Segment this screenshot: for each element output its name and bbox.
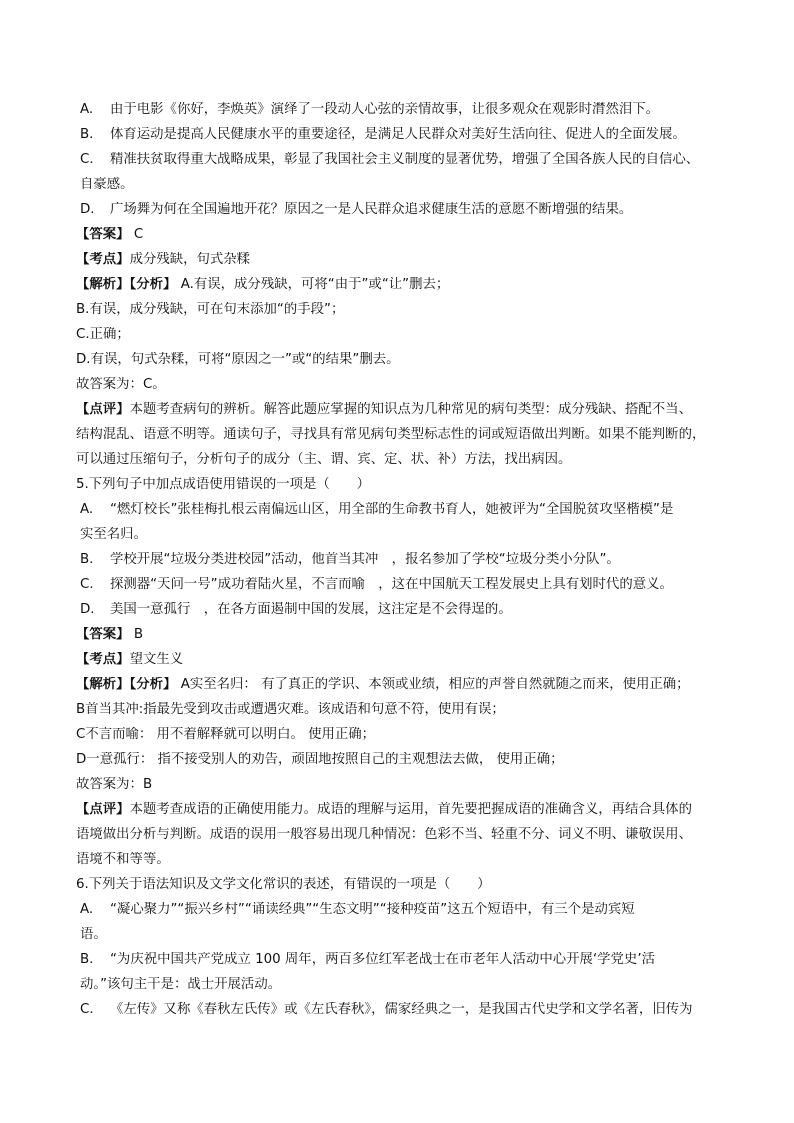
q5-option-b: B. 学校开展“垃圾分类进校园”活动，他首当其冲 ，报名参加了学校“垃圾分类小分队”。 (80, 552, 620, 567)
q5-analysis-line: D一意孤行： 指不接受别人的劝告，顽固地按照自己的主观想法去做， 使用正确； (76, 752, 564, 767)
q6-option-a: A. “凝心聚力”“振兴乡村”“诵读经典”“生态文明”“接种疫苗”这五个短语中，有三个是动宾短 (80, 902, 635, 917)
q5-comment-line: 语境不和等等。 (76, 852, 170, 867)
q5-point: 【考点】望文生义 (76, 652, 184, 667)
q5-stem: 5.下列句子中加点成语使用错误的一项是（ ） (76, 477, 370, 492)
q4-option-b: B. 体育运动是提高人民健康水平的重要途径，是满足人民群众对美好生活向往、促进人的全面发展。 (80, 127, 686, 142)
q5-option-a-cont: 实至名归。 (80, 527, 147, 542)
q5-analysis-line: 故答案为：B (76, 777, 153, 792)
q4-option-d: D. 广场舞为何在全国遍地开花？原因之一是人民群众追求健康生活的意愿不断增强的结果。 (80, 202, 633, 217)
q4-point: 【考点】成分残缺，句式杂糅 (76, 252, 251, 267)
q4-analysis-line: D.有误，句式杂糅，可将“原因之一”或“的结果”删去。 (76, 352, 400, 367)
q5-comment-line: 语境做出分析与判断。成语的误用一般容易出现几种情况：色彩不当、轻重不分、词义不明、谦敬误用、 (76, 827, 692, 842)
q5-option-c: C. 探测器“天问一号”成功着陆火星，不言而喻 ，这在中国航天工程发展史上具有划时代的意义。 (80, 577, 673, 592)
q6-option-c: C. 《左传》又称《春秋左氏传》或《左氏春秋》，儒家经典之一，是我国古代史学和文学名著，旧传为 (80, 1002, 693, 1017)
q5-analysis-line: C不言而喻： 用不着解释就可以明白。 使用正确； (76, 727, 376, 742)
q4-analysis-line: 【解析】【分析】 A.有误，成分残缺，可将“由于”或“让”删去； (76, 277, 450, 292)
q4-answer: 【答案】 C (76, 227, 144, 242)
q5-option-a: A. “燃灯校长”张桂梅扎根云南偏远山区，用全部的生命教书育人，她被评为“全国脱贫攻坚楷模”是 (80, 502, 674, 517)
q4-analysis-line: C.正确； (76, 327, 130, 342)
q4-option-a: A. 由于电影《你好，李焕英》演绎了一段动人心弦的亲情故事，让很多观众在观影时潸然泪下。 (80, 102, 660, 117)
q6-option-b-cont: 动。”该句主干是：战士开展活动。 (80, 977, 282, 992)
q6-option-b: B. “为庆祝中国共产党成立 100 周年，两百多位红军老战士在市老年人活动中心开展‘学党史’活 (80, 952, 655, 967)
q5-analysis-line: 【解析】【分析】 A实至名归： 有了真正的学识、本领或业绩，相应的声誉自然就随之而来，使用正确； (76, 677, 690, 692)
q6-stem: 6.下列关于语法知识及文学文化常识的表述，有错误的一项是（ ） (76, 877, 491, 892)
q6-option-a-cont: 语。 (80, 927, 107, 942)
q5-option-d: D. 美国一意孤行 ，在各方面遏制中国的发展，这注定是不会得逞的。 (80, 602, 512, 617)
q4-comment-line: 【点评】本题考查病句的辨析。解答此题应掌握的知识点为几种常见的病句类型：成分残缺、搭配不当、 (76, 402, 692, 417)
q4-analysis-line: 故答案为：C。 (76, 377, 166, 392)
q5-answer: 【答案】 B (76, 627, 144, 642)
q5-analysis-line: B首当其冲:指最先受到攻击或遭遇灾难。该成语和句意不符，使用有误； (76, 702, 505, 717)
q5-comment-line: 【点评】本题考查成语的正确使用能力。成语的理解与运用，首先要把握成语的准确含义，再结合具体的 (76, 802, 692, 817)
q4-comment-line: 结构混乱、语意不明等。通读句子，寻找具有常见病句类型标志性的词或短语做出判断。如果不能判断的， (76, 427, 706, 442)
q4-comment-line: 可以通过压缩句子，分析句子的成分（主、谓、宾、定、状、补）方法，找出病因。 (76, 452, 572, 467)
q4-option-c: C. 精准扶贫取得重大战略成果，彰显了我国社会主义制度的显著优势，增强了全国各族人民的自信心、 (80, 152, 700, 167)
q4-analysis-line: B.有误，成分残缺，可在句末添加“的手段”； (76, 302, 345, 317)
q4-option-c-cont: 自豪感。 (80, 177, 134, 192)
